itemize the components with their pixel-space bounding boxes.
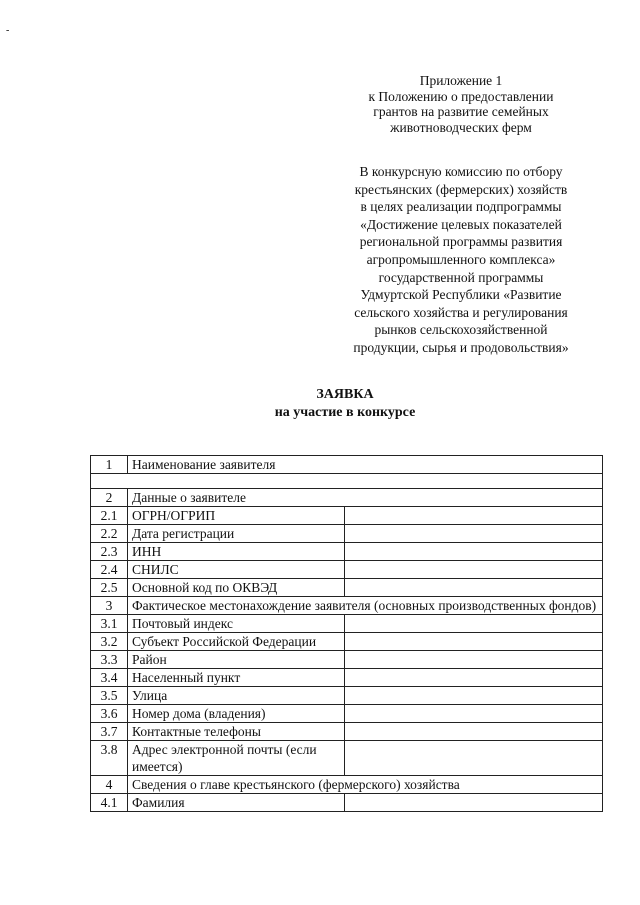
row-label: Сведения о главе крестьянского (фермерского) хозяйства — [128, 776, 603, 794]
table-row — [91, 456, 603, 474]
row-label: Дата регистрации — [128, 525, 345, 543]
value-cell[interactable] — [345, 687, 603, 705]
value-cell[interactable] — [345, 615, 603, 633]
table-row — [91, 723, 603, 741]
row-number: 4 — [91, 776, 128, 794]
appendix-line: животноводческих ферм — [390, 119, 532, 135]
value-cell[interactable] — [345, 794, 603, 812]
row-number: 2.1 — [91, 507, 128, 525]
value-cell[interactable] — [345, 705, 603, 723]
appendix-line: Приложение 1 — [419, 73, 503, 88]
table-row — [91, 776, 603, 794]
addressee-line: в целях реализации подпрограммы — [360, 199, 562, 215]
row-label: Номер дома (владения) — [128, 705, 345, 723]
table-row — [91, 561, 603, 579]
row-label: Населенный пункт — [128, 669, 345, 687]
addressee-line: «Достижение целевых показателей — [360, 216, 562, 232]
addressee-block — [306, 163, 616, 357]
addressee-line: сельского хозяйства и регулирования — [354, 304, 568, 320]
table-row — [91, 489, 603, 507]
title-main: ЗАЯВКА — [316, 387, 374, 402]
application-form-table — [90, 455, 603, 812]
value-cell[interactable] — [345, 651, 603, 669]
table-row — [91, 794, 603, 812]
row-label: ИНН — [128, 543, 345, 561]
row-label: Контактные телефоны — [128, 723, 345, 741]
row-label: Основной код по ОКВЭД — [128, 579, 345, 597]
value-cell[interactable] — [345, 579, 603, 597]
row-number: 3.1 — [91, 615, 128, 633]
table-row — [91, 669, 603, 687]
table-row — [91, 633, 603, 651]
table-row — [91, 543, 603, 561]
addressee-line: региональной программы развития — [359, 234, 563, 250]
row-label: Наименование заявителя — [128, 456, 603, 474]
value-cell[interactable] — [345, 723, 603, 741]
value-cell[interactable] — [345, 525, 603, 543]
table-row — [91, 525, 603, 543]
row-number: 3.4 — [91, 669, 128, 687]
row-label: Адрес электронной почты (если имеется) — [128, 741, 345, 776]
row-label: Почтовый индекс — [128, 615, 345, 633]
row-number: 1 — [91, 456, 128, 474]
value-cell[interactable] — [345, 507, 603, 525]
row-label: Фамилия — [128, 794, 345, 812]
row-number: 3.3 — [91, 651, 128, 669]
row-label: Субъект Российской Федерации — [128, 633, 345, 651]
addressee-line: Удмуртской Республики «Развитие — [360, 287, 562, 303]
value-cell[interactable] — [345, 561, 603, 579]
row-label: Район — [128, 651, 345, 669]
table-row — [91, 579, 603, 597]
row-number: 2 — [91, 489, 128, 507]
table-row — [91, 705, 603, 723]
row-number: 2.4 — [91, 561, 128, 579]
row-number: 3 — [91, 597, 128, 615]
table-row — [91, 615, 603, 633]
table-row — [91, 687, 603, 705]
table-row-blank — [91, 474, 603, 489]
value-cell[interactable] — [345, 669, 603, 687]
row-label: Улица — [128, 687, 345, 705]
addressee-line: крестьянских (фермерских) хозяйств — [354, 181, 568, 197]
row-number: 3.8 — [91, 741, 128, 776]
appendix-line: грантов на развитие семейных — [373, 104, 549, 120]
document-title — [190, 386, 500, 422]
addressee-line: В конкурсную комиссию по отбору — [359, 164, 563, 179]
value-cell[interactable] — [345, 741, 603, 776]
row-label: Данные о заявителе — [128, 489, 603, 507]
row-number: 2.2 — [91, 525, 128, 543]
row-number: 3.7 — [91, 723, 128, 741]
value-cell[interactable] — [345, 633, 603, 651]
row-number: 2.5 — [91, 579, 128, 597]
page-mark: - — [6, 25, 10, 36]
addressee-line: агропромышленного комплекса» — [366, 251, 556, 267]
row-number: 3.6 — [91, 705, 128, 723]
table-row — [91, 597, 603, 615]
row-label: ОГРН/ОГРИП — [128, 507, 345, 525]
row-number: 3.2 — [91, 633, 128, 651]
addressee-line: рынков сельскохозяйственной — [374, 322, 548, 338]
title-subtitle: на участие в конкурсе — [274, 405, 416, 420]
row-number: 3.5 — [91, 687, 128, 705]
addressee-line: продукции, сырья и продовольствия» — [353, 339, 569, 355]
row-number: 2.3 — [91, 543, 128, 561]
row-label: Фактическое местонахождение заявителя (основных производственных фондов) — [128, 597, 603, 615]
appendix-line: к Положению о предоставлении — [368, 88, 554, 104]
row-number: 4.1 — [91, 794, 128, 812]
addressee-line: государственной программы — [378, 269, 544, 285]
value-cell[interactable] — [91, 474, 603, 489]
table-row — [91, 741, 603, 776]
appendix-header — [330, 73, 592, 135]
row-label: СНИЛС — [128, 561, 345, 579]
table-row — [91, 507, 603, 525]
value-cell[interactable] — [345, 543, 603, 561]
table-row — [91, 651, 603, 669]
